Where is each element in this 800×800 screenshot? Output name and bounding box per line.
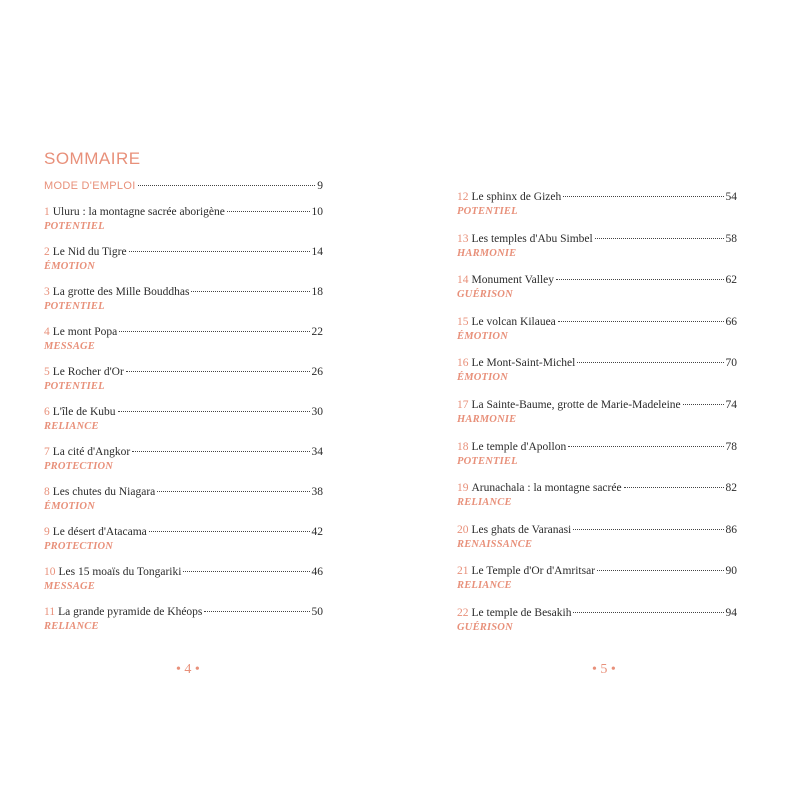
toc-entry[interactable] xyxy=(457,607,737,619)
toc-entry[interactable] xyxy=(44,206,323,218)
entry-number: 14 xyxy=(457,274,469,287)
toc-entry[interactable] xyxy=(44,326,323,338)
entry-number: 8 xyxy=(44,486,50,498)
toc-entry[interactable] xyxy=(457,482,737,494)
toc-entry[interactable] xyxy=(457,441,737,453)
page-number: 42 xyxy=(311,526,323,538)
entry-category-tag: GUÉRISON xyxy=(457,622,513,633)
entry-category-tag: RELIANCE xyxy=(44,621,99,632)
entry-title: Le sphinx de Gizeh xyxy=(471,191,562,203)
entry-number: 9 xyxy=(44,526,50,538)
page-number: 94 xyxy=(725,607,737,619)
entry-category-tag: ÉMOTION xyxy=(457,372,508,384)
entry-title: Les temples d'Abu Simbel xyxy=(471,232,593,245)
entry-title: Le volcan Kilauea xyxy=(471,315,556,328)
leader-dots xyxy=(132,451,309,452)
entry-number: 15 xyxy=(457,315,469,328)
leader-dots xyxy=(683,404,724,405)
leader-dots xyxy=(191,291,309,292)
entry-category-tag: ÉMOTION xyxy=(44,261,95,272)
toc-entry[interactable] xyxy=(457,316,737,328)
page-number: 34 xyxy=(311,446,323,458)
toc-entry[interactable] xyxy=(457,565,737,577)
leader-dots xyxy=(624,487,724,488)
page-number: 50 xyxy=(311,606,323,618)
entry-title: Monument Valley xyxy=(471,274,555,287)
entry-number: 2 xyxy=(44,246,50,258)
entry-category-tag: HARMONIE xyxy=(457,247,517,259)
entry-title: Le Rocher d'Or xyxy=(52,366,124,378)
entry-number: 11 xyxy=(44,606,56,618)
toc-entry[interactable] xyxy=(44,406,323,418)
page-number: 74 xyxy=(725,399,737,411)
toc-entry[interactable] xyxy=(44,366,323,378)
page-number: 58 xyxy=(725,232,737,245)
leader-dots xyxy=(573,612,723,613)
folio-right: • 5 • xyxy=(592,662,616,677)
page-number: 66 xyxy=(725,315,737,328)
entry-number: 20 xyxy=(457,523,469,536)
toc-entry[interactable] xyxy=(44,246,323,258)
toc-entry[interactable] xyxy=(44,486,323,498)
page-number: 14 xyxy=(311,246,323,258)
page-number: 70 xyxy=(725,357,737,370)
entry-number: 19 xyxy=(457,482,469,495)
entry-title: L'île de Kubu xyxy=(52,406,116,418)
entry-category-tag: POTENTIEL xyxy=(44,381,105,392)
entry-category-tag: RELIANCE xyxy=(457,497,512,509)
entry-category-tag: RELIANCE xyxy=(44,421,99,432)
leader-dots xyxy=(183,571,309,572)
leader-dots xyxy=(119,331,309,332)
mode-label: MODE D'EMPLOI xyxy=(44,180,136,192)
entry-number: 16 xyxy=(457,357,469,370)
page-number: 46 xyxy=(311,566,323,578)
entry-number: 5 xyxy=(44,366,50,378)
leader-dots xyxy=(118,411,310,412)
entry-title: Les chutes du Niagara xyxy=(52,486,156,498)
entry-title: La Sainte-Baume, grotte de Marie-Madeleine xyxy=(471,399,681,411)
page-number: 18 xyxy=(311,286,323,298)
toc-mode-line[interactable] xyxy=(44,180,323,192)
leader-dots xyxy=(573,529,723,530)
folio-left: • 4 • xyxy=(176,662,200,677)
entry-category-tag: RENAISSANCE xyxy=(457,538,533,550)
entry-title: Le Mont-Saint-Michel xyxy=(471,357,576,370)
toc-entry[interactable] xyxy=(44,286,323,298)
toc-entry[interactable] xyxy=(457,274,737,286)
page-number: 78 xyxy=(725,440,737,453)
page-number: 62 xyxy=(725,274,737,287)
entry-title: Le Nid du Tigre xyxy=(52,246,127,258)
toc-entry[interactable] xyxy=(44,566,323,578)
entry-category-tag: POTENTIEL xyxy=(44,221,105,232)
entry-title: Le temple d'Apollon xyxy=(471,440,567,453)
page-number: 22 xyxy=(311,326,323,338)
leader-dots xyxy=(563,196,723,197)
entry-title: Les 15 moaïs du Tongariki xyxy=(58,566,182,578)
page-number: 9 xyxy=(317,180,323,192)
entry-number: 3 xyxy=(44,286,50,298)
entry-category-tag: POTENTIEL xyxy=(457,206,518,217)
entry-category-tag: GUÉRISON xyxy=(457,289,513,301)
entry-title: La grande pyramide de Khéops xyxy=(58,606,203,618)
entry-category-tag: POTENTIEL xyxy=(457,455,518,467)
entry-category-tag: MESSAGE xyxy=(44,341,96,352)
entry-title: La grotte des Mille Bouddhas xyxy=(52,286,190,298)
page-number: 26 xyxy=(311,366,323,378)
entry-number: 22 xyxy=(457,607,469,619)
entry-category-tag: RELIANCE xyxy=(457,580,512,592)
leader-dots xyxy=(204,611,309,612)
toc-entry[interactable] xyxy=(457,233,737,245)
entry-number: 7 xyxy=(44,446,50,458)
page-number: 54 xyxy=(725,191,737,203)
entry-category-tag: PROTECTION xyxy=(44,461,114,472)
leader-dots xyxy=(149,531,310,532)
entry-title: Le mont Popa xyxy=(52,326,118,338)
leader-dots xyxy=(595,238,724,239)
leader-dots xyxy=(577,362,723,363)
entry-category-tag: ÉMOTION xyxy=(457,330,508,342)
leader-dots xyxy=(129,251,310,252)
entry-title: Arunachala : la montagne sacrée xyxy=(471,482,622,495)
page-title: SOMMAIRE xyxy=(44,149,141,168)
page-number: 82 xyxy=(725,482,737,495)
entry-number: 10 xyxy=(44,566,56,578)
entry-number: 17 xyxy=(457,399,469,411)
entry-number: 6 xyxy=(44,406,50,418)
entry-number: 21 xyxy=(457,565,469,578)
entry-number: 13 xyxy=(457,232,469,245)
entry-title: Uluru : la montagne sacrée aborigène xyxy=(52,206,225,218)
entry-category-tag: ÉMOTION xyxy=(44,501,95,512)
entry-title: Les ghats de Varanasi xyxy=(471,523,572,536)
toc-entry[interactable] xyxy=(44,526,323,538)
toc-entry[interactable] xyxy=(457,191,737,203)
leader-dots xyxy=(597,570,723,571)
entry-category-tag: PROTECTION xyxy=(44,541,114,552)
entry-number: 18 xyxy=(457,440,469,453)
page-number: 86 xyxy=(725,523,737,536)
leader-dots xyxy=(138,185,316,186)
entry-category-tag: POTENTIEL xyxy=(44,301,105,312)
entry-number: 4 xyxy=(44,326,50,338)
page-number: 90 xyxy=(725,565,737,578)
entry-category-tag: HARMONIE xyxy=(457,414,517,425)
leader-dots xyxy=(568,446,723,447)
toc-entry[interactable] xyxy=(44,446,323,458)
entry-number: 1 xyxy=(44,206,50,218)
toc-entry[interactable] xyxy=(44,606,323,618)
leader-dots xyxy=(157,491,309,492)
entry-category-tag: MESSAGE xyxy=(44,581,96,592)
page-number: 30 xyxy=(311,406,323,418)
leader-dots xyxy=(227,211,310,212)
leader-dots xyxy=(126,371,310,372)
entry-number: 12 xyxy=(457,191,469,203)
toc-entry[interactable] xyxy=(457,399,737,411)
toc-entry[interactable] xyxy=(457,524,737,536)
entry-title: Le Temple d'Or d'Amritsar xyxy=(471,565,596,578)
page-number: 38 xyxy=(311,486,323,498)
entry-title: Le temple de Besakih xyxy=(471,607,572,619)
entry-title: La cité d'Angkor xyxy=(52,446,131,458)
page-number: 10 xyxy=(311,206,323,218)
leader-dots xyxy=(556,279,723,280)
toc-entry[interactable] xyxy=(457,357,737,369)
entry-title: Le désert d'Atacama xyxy=(52,526,147,538)
leader-dots xyxy=(558,321,724,322)
